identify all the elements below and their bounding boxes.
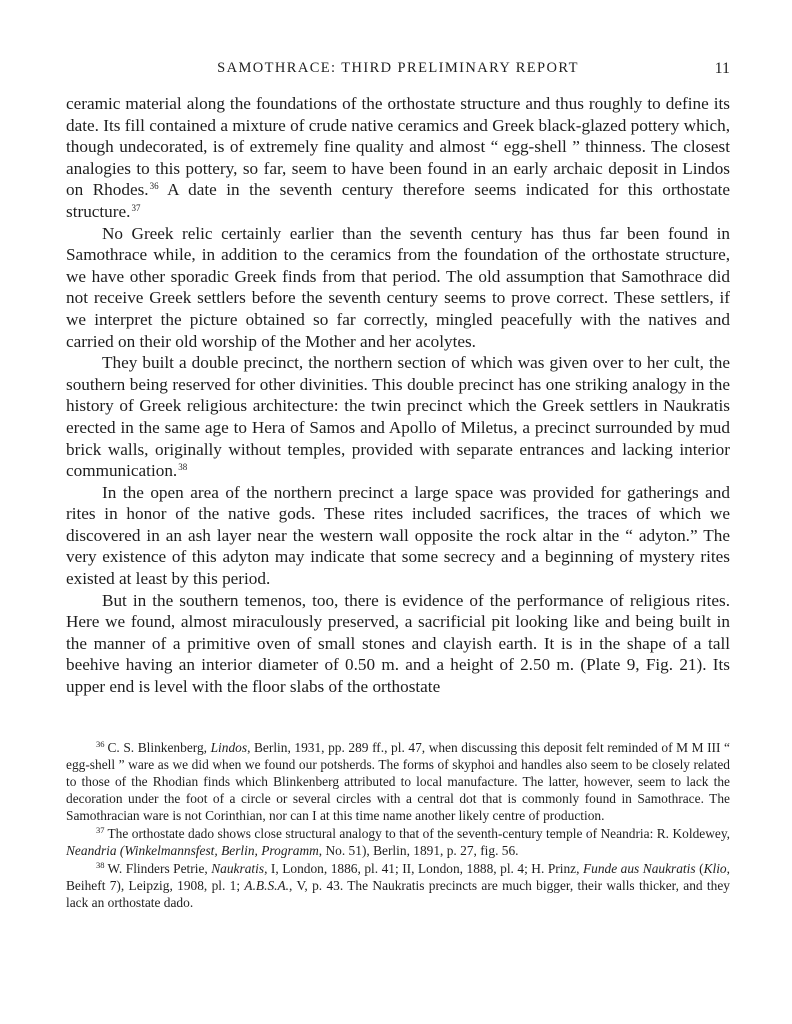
footnote-38-title-1: Naukratis: [211, 861, 265, 876]
paragraph-1-text-b: A date in the seventh century therefore seems indicated for this orthostate structure.: [66, 180, 731, 221]
footnote-37-title: Neandria (Winkelmannsfest, Berlin, Programm: [66, 843, 319, 858]
body-text: [66, 93, 730, 698]
footnote-number-38: 38: [96, 860, 105, 870]
footnote-38-title-3: Klio: [703, 861, 727, 876]
footnote-number-37: 37: [96, 825, 105, 835]
footnote-38-title-2: Funde aus Naukratis: [582, 861, 696, 876]
footnote-37: [66, 825, 730, 859]
paragraph-3-text: They built a double precinct, the northern section of which was given over to her cult, the southern being reserved for other divinities. This double precinct has one striking analogy in the history of Greek religious architecture: the twin precinct which the Greek settlers in Naukratis erected in the same age to Hera of Samos and Apollo of Miletus, a precinct surrounded by mud brick walls, originally without temples, provided with separate entrances and lacking interior communication.: [66, 353, 730, 481]
footnote-38: [66, 860, 730, 911]
running-header: [66, 60, 730, 82]
footnote-number-36: 36: [96, 739, 105, 749]
footnote-36-text-a: C. S. Blinkenberg,: [107, 740, 211, 755]
footnote-ref-36: 36: [149, 181, 159, 192]
footnote-38-text-g: , Beiheft 7), Leipzig, 1908, pl. 1;: [66, 861, 730, 893]
footnote-38-text-c: , I, London, 1886, pl. 41; II, London, 1888, pl. 4; H. Prinz,: [264, 861, 583, 876]
footnote-38-title-4: A.B.S.A.: [244, 878, 290, 893]
paragraph-3: [66, 352, 730, 482]
paragraph-5: But in the southern temenos, too, there is evidence of the performance of religious rites. Here we found, almost miraculously preserved, a sacrificial pit looking like and being built in the manner of a primitive oven of small stones and clayish earth. It is in the shape of a tall beehive having an interior diameter of 0.50 m. and a height of 2.50 m. (Plate 9, Fig. 21). Its upper end is level with the floor slabs of the orthostate: [66, 590, 730, 697]
footnote-36-text-c: , Berlin, 1931, pp. 289 ff., pl. 47, when discussing this deposit felt reminded of M M III “ egg-shell ” ware as we did when we found our potsherds. The forms of skyphoi and handles also seem to be closely related to those of the Rhodian finds which Blinkenberg attributed to local manufacture. The latter, however, seem to lack the decoration under the foot of a circle or several circles with a central dot that is commonly found in Samothrace. The Samothracian ware is not Corinthian, nor can I at this time name another likely centre of production.: [66, 740, 730, 823]
footnote-38-text-i: , V, p. 43. The Naukratis precincts are much bigger, their walls thicker, and they lack an orthostate dado.: [66, 878, 730, 910]
footnote-ref-37: 37: [131, 202, 141, 213]
footnotes: [66, 739, 730, 912]
footnote-38-text-e: (: [695, 861, 704, 876]
page-number: 11: [714, 60, 730, 77]
footnote-ref-38: 38: [178, 462, 188, 473]
footnote-37-text-c: , No. 51), Berlin, 1891, p. 27, fig. 56.: [318, 843, 519, 858]
footnote-38-text-a: W. Flinders Petrie,: [107, 861, 212, 876]
footnote-36-title: Lindos: [210, 740, 248, 755]
paragraph-1: [66, 93, 730, 223]
paragraph-1-text-a: ceramic material along the foundations of the orthostate structure and thus roughly to define its date. Its fill contained a mixture of crude native ceramics and Greek black-glazed pottery which, though undecorated, is of extremely fine quality and almost “ egg-shell ” thinness. The closest analogies to this pottery, so far, seem to have been found in an early archaic deposit in Lindos on Rhodes.: [66, 94, 730, 200]
paragraph-2: No Greek relic certainly earlier than the seventh century has thus far been found in Samothrace while, in addition to the ceramics from the foundation of the orthostate structure, we have other sporadic Greek finds from that period. The old assumption that Samothrace did not receive Greek settlers before the seventh century seems to prove correct. These settlers, if we interpret the picture obtained so far correctly, mingled peacefully with the natives and carried on their old worship of the Mother and her acolytes.: [66, 223, 730, 351]
paragraph-4: In the open area of the northern precinct a large space was provided for gatherings and rites in honor of the native gods. These rites included sacrifices, the traces of which we discovered in an ash layer near the western wall opposite the rock altar in the “ adyton.” The very existence of this adyton may indicate that some secrecy and a beginning of mystery rites existed at least by this period.: [66, 482, 730, 589]
footnote-36: [66, 739, 730, 824]
footnote-37-text-a: The orthostate dado shows close structural analogy to that of the seventh-century temple of Neandria: R. Koldewey,: [107, 826, 730, 841]
running-title: SAMOTHRACE: THIRD PRELIMINARY REPORT: [217, 60, 579, 76]
